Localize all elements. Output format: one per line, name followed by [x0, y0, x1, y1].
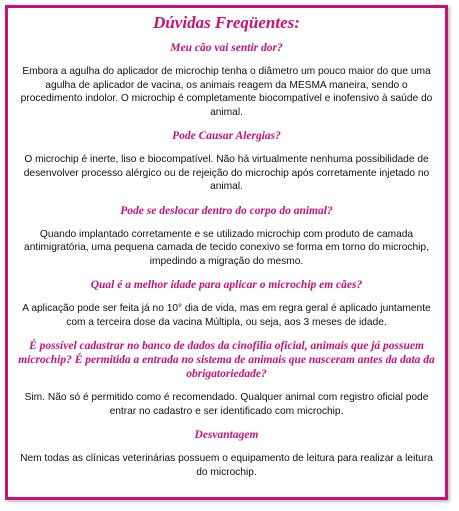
faq-answer-age: A aplicação pode ser feita já no 10° dia de vida, mas em regra geral é aplicado juntamente com a terceira dose da vacina Múltipla, ou seja, aos 3 meses de idade.	[22, 303, 431, 328]
faq-question-allergies: Pode Causar Alergias?	[172, 130, 281, 142]
faq-question-registration: É possível cadastrar no banco de dados da cinofilia oficial, animais que já possuem microchip? É permitida a entrada no sistema de animais que nasceram antes da data da obrigatoriedade?	[18, 340, 435, 380]
faq-question-pain: Meu cão vai sentir dor?	[170, 42, 283, 54]
faq-frame	[5, 5, 448, 500]
faq-content	[14, 14, 439, 497]
faq-question-age: Qual é a melhor idade para aplicar o microchip em cães?	[90, 279, 363, 291]
faq-answer-pain: Embora a agulha do aplicador de microchip tenha o diâmetro um pouco maior do que uma agulha de aplicador de vacina, os animais reagem da MESMA maneira, sendo o procedimento indolor. O microchip é completamente biocompatível e inofensivo à saúde do animal.	[20, 66, 433, 118]
faq-answer-migration: Quando implantado corretamente e se utilizado microchip com produto de camada antimigratória, uma pequena camada de tecido conexivo se forma em torno do microchip, impedindo a migração do mesmo.	[24, 228, 429, 267]
faq-answer-registration: Sim. Não só é permitido como é recomendado. Qualquer animal com registro oficial pode entrar no cadastro e ser identificado com microchip.	[24, 392, 429, 417]
faq-answer-disadvantage: Nem todas as clínicas veterinárias possuem o equipamento de leitura para realizar a leitura do microchip.	[20, 453, 433, 478]
faq-answer-allergies: O microchip é inerte, liso e biocompatível. Não há virtualmente nenhuma possibilidade de desenvolver processo alérgico ou de rejeição do microchip após corretamente injetado no animal.	[23, 154, 430, 192]
faq-question-disadvantage: Desvantagem	[194, 429, 259, 441]
page-title: Dúvidas Freqüentes:	[153, 13, 300, 32]
faq-question-migration: Pode se deslocar dentro do corpo do animal?	[120, 204, 333, 217]
